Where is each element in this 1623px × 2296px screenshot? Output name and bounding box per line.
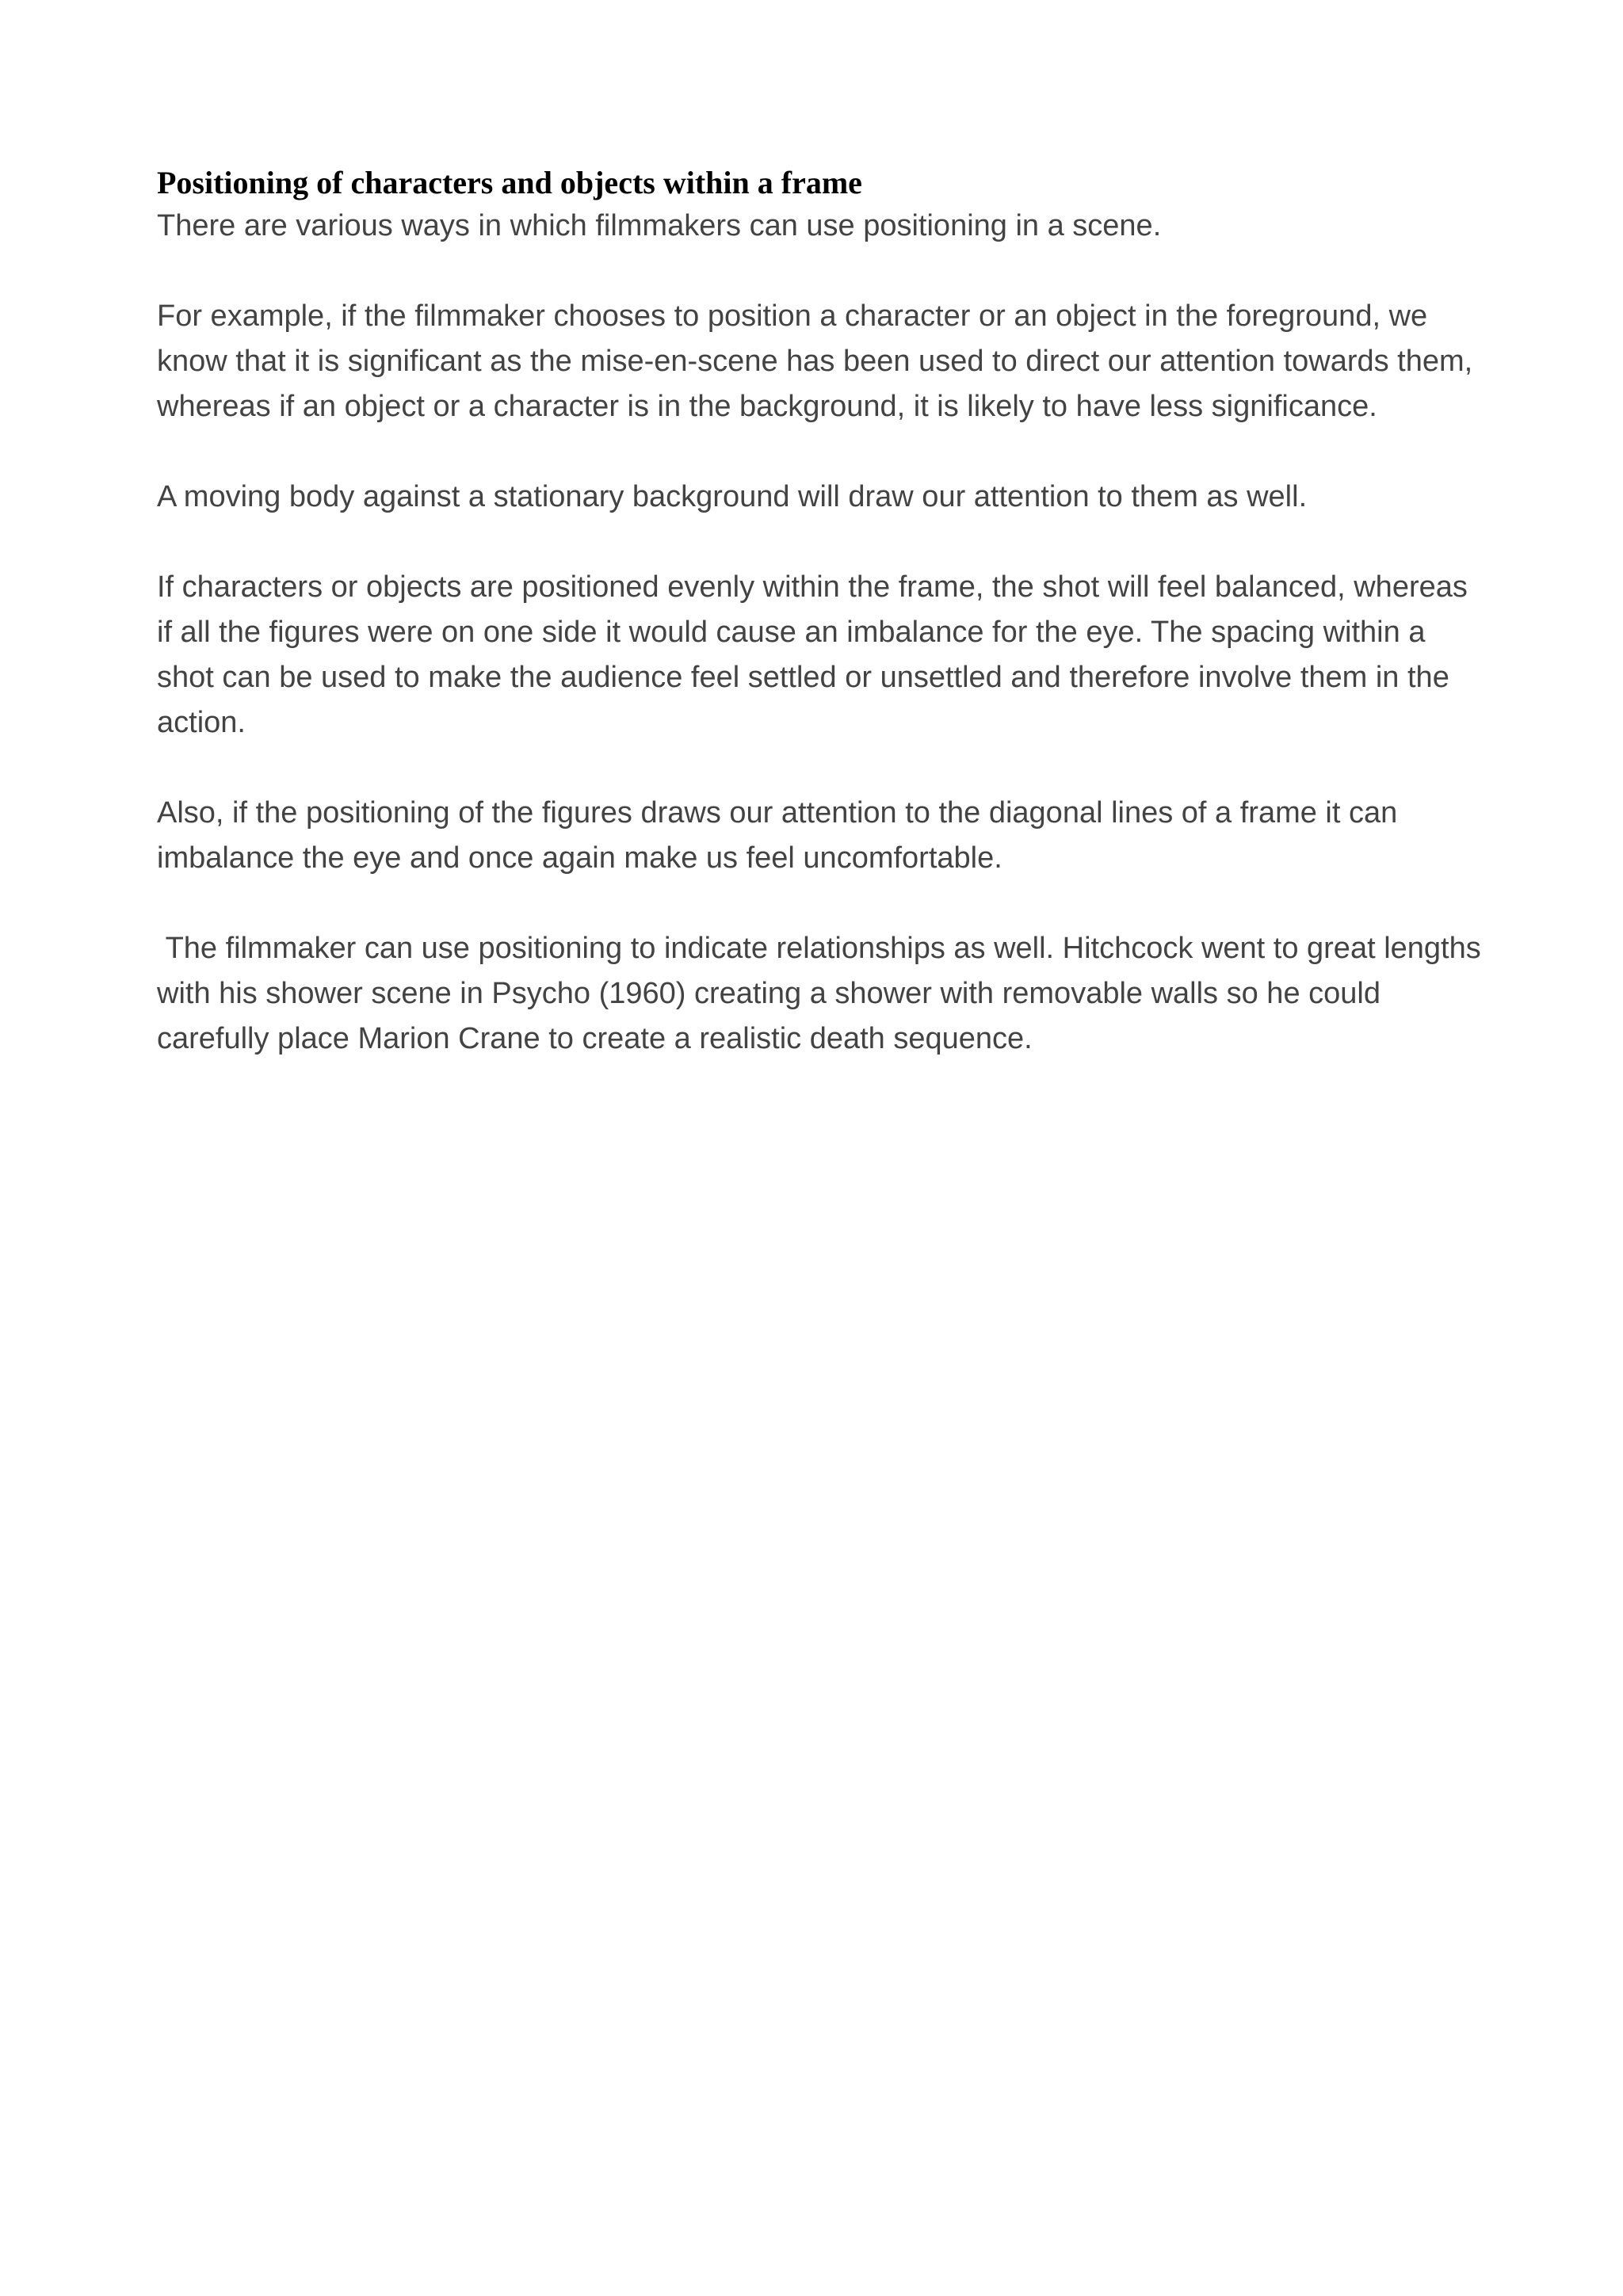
paragraph-moving-body: A moving body against a stationary background will draw our attention to them as well. — [157, 480, 1308, 513]
section-heading: Positioning of characters and objects within a frame — [157, 165, 862, 200]
paragraph-diagonal: Also, if the positioning of the figures draws our attention to the diagonal lines of a frame it can imbalance the eye and once again make us feel uncomfortable. — [157, 796, 1398, 875]
paragraph-foreground: For example, if the filmmaker chooses to position a character or an object in the foreground, we know that it is significant as the mise-en-scene has been used to direct our attention towards them, whereas if an object or a character is in the background, it is likely to have less significance. — [157, 299, 1473, 423]
paragraph-intro: There are various ways in which filmmakers can use positioning in a scene. — [157, 209, 1162, 242]
paragraph-balance: If characters or objects are positioned evenly within the frame, the shot will feel balanced, whereas if all the figures were on one side it would cause an imbalance for the eye. The spacing within a shot can be used to make the audience feel settled or unsettled and therefore involve them in the action. — [157, 570, 1468, 739]
paragraph-relationships: The filmmaker can use positioning to indicate relationships as well. Hitchcock went to great lengths with his shower scene in Psycho (1960) creating a shower with removable walls so he could carefully place Marion Crane to create a realistic death sequence. — [157, 932, 1490, 1055]
document-page — [157, 162, 1488, 1062]
